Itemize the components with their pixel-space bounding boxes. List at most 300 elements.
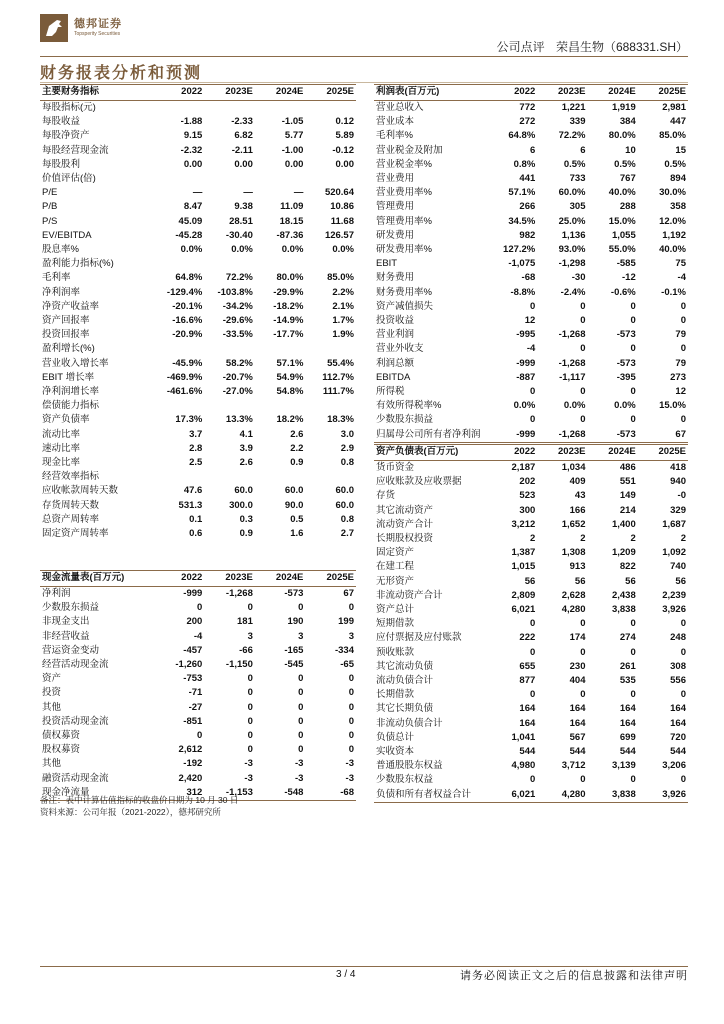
row-label: 货币资金: [376, 462, 415, 473]
cell-value: 0: [348, 715, 354, 727]
cell-value: -16.6%: [172, 315, 203, 327]
cell-value: -0.1%: [661, 286, 686, 298]
cell-value: 1,015: [511, 561, 536, 573]
row-label: 经营活动现金流: [42, 659, 109, 671]
cell-value: 0.5: [290, 513, 304, 525]
cell-value: 1.6: [290, 528, 304, 540]
table-row: [374, 300, 688, 314]
row-label: 其它流动资产: [376, 504, 434, 516]
cell-value: 4,280: [561, 604, 586, 616]
cell-value: 0: [247, 701, 253, 713]
table-row: [374, 215, 688, 229]
column-header: 2023E: [537, 445, 587, 461]
cell-value: 0: [630, 646, 636, 658]
table-row: [40, 644, 356, 658]
cell-value: 2: [580, 533, 586, 545]
cell-value: —: [243, 187, 253, 199]
cell-value: 0: [247, 744, 253, 756]
cell-value: 0: [630, 414, 636, 426]
cell-value: -12: [622, 272, 636, 284]
table-title: 主要财务指标: [40, 85, 154, 101]
cell-value: 1,919: [611, 102, 636, 113]
cell-value: -1,268: [558, 357, 586, 369]
row-label: 价值评估(倍): [42, 173, 96, 185]
table-title: 现金流量表(百万元): [40, 571, 154, 587]
cell-value: 982: [519, 229, 536, 241]
row-label: 预收账款: [376, 646, 415, 658]
row-label: 应收帐款周转天数: [42, 485, 119, 497]
cell-value: 60.0: [284, 485, 304, 497]
cell-value: 2.6: [290, 428, 304, 440]
cell-value: -14.9%: [273, 315, 304, 327]
row-label: 每股收益: [42, 116, 81, 128]
cell-value: [255, 342, 306, 356]
cell-value: 0: [348, 673, 354, 685]
cell-value: -1.05: [281, 116, 304, 128]
row-label: 营业税金及附加: [376, 144, 443, 156]
column-header: 2023E: [204, 85, 255, 101]
cell-value: 1,387: [511, 547, 536, 559]
cell-value: -585: [616, 258, 636, 270]
row-label: 应收账款及应收票据: [376, 476, 462, 488]
row-label: 毛利率%: [376, 130, 413, 142]
table-row: [374, 788, 688, 803]
row-label: 有效所得税率%: [376, 400, 442, 412]
row-label: 管理费用率%: [376, 215, 432, 227]
table-row: [374, 101, 688, 116]
cell-value: [305, 555, 356, 570]
cell-value: 112.7%: [322, 371, 354, 383]
section-title: 财务报表分析和预测: [40, 65, 203, 82]
cell-value: 1,308: [561, 547, 586, 559]
cell-value: 1.7%: [332, 315, 354, 327]
cell-value: 551: [619, 476, 636, 488]
row-label: 少数股东损益: [376, 414, 434, 426]
row-label: 财务费用率%: [376, 286, 432, 298]
cell-value: 199: [338, 616, 354, 628]
cell-value: 79: [675, 329, 686, 341]
cell-value: [255, 399, 306, 413]
page-header: [40, 14, 688, 58]
table-row: [374, 144, 688, 158]
cell-value: 2,438: [611, 589, 636, 601]
cell-value: [204, 555, 255, 570]
cell-value: 0.9: [290, 457, 304, 469]
cell-value: 54.9%: [276, 371, 304, 383]
cell-value: 0.9: [239, 528, 253, 540]
cell-value: 274: [619, 632, 636, 644]
cell-value: 2.2: [290, 442, 304, 454]
cell-value: 0: [580, 315, 586, 327]
cell-value: -20.7%: [222, 371, 253, 383]
cell-value: 3,926: [638, 788, 688, 803]
cell-value: 72.2%: [225, 272, 253, 284]
column-header: 2024E: [255, 85, 306, 101]
cash-flow-table: [40, 570, 356, 801]
cell-value: 1,136: [561, 229, 586, 241]
cell-value: 57.1%: [508, 187, 536, 199]
cell-value: 523: [519, 490, 536, 502]
row-label: [40, 555, 154, 570]
row-label: 存货周转天数: [42, 499, 100, 511]
table-row: [40, 300, 356, 314]
column-header: 2022: [154, 85, 205, 101]
cell-value: 0.0%: [180, 244, 203, 256]
table-row: [374, 229, 688, 243]
table-row: [374, 646, 688, 660]
table-row: [374, 115, 688, 129]
cell-value: -0.12: [332, 144, 354, 156]
table-row: [40, 615, 356, 629]
cell-value: 4,280: [537, 788, 587, 803]
table-row: [40, 470, 356, 484]
cell-value: -87.36: [276, 229, 304, 241]
cell-value: -71: [188, 687, 203, 699]
logo: [40, 14, 122, 42]
row-label: 无形资产: [376, 575, 415, 587]
cell-value: [204, 172, 255, 186]
cell-value: 2.2%: [332, 286, 354, 298]
cell-value: 75: [675, 258, 686, 270]
cell-value: 1,034: [561, 462, 586, 473]
cell-value: -2.4%: [560, 286, 586, 298]
table-row: [40, 672, 356, 686]
cell-value: -3: [244, 758, 253, 770]
cell-value: [204, 101, 255, 116]
table-row: [374, 399, 688, 413]
row-label: 总资产周转率: [42, 513, 100, 525]
header-divider: [40, 56, 688, 57]
cell-value: 164: [569, 717, 586, 729]
cell-value: 0.5%: [614, 158, 636, 170]
table-row: [374, 257, 688, 271]
cell-value: 2,420: [178, 772, 203, 784]
row-label: 营业费用: [376, 173, 415, 185]
row-label: 净利润增长率: [42, 386, 100, 398]
cell-value: [204, 399, 255, 413]
cell-value: 56: [625, 575, 636, 587]
cell-value: 25.0%: [558, 215, 586, 227]
cell-value: 90.0: [284, 499, 304, 511]
cell-value: 0: [348, 602, 354, 614]
cell-value: -68: [305, 786, 356, 801]
row-label: 负债和所有者权益合计: [374, 788, 487, 803]
title-divider: [40, 82, 688, 83]
table-row: [374, 575, 688, 589]
cell-value: 0.8%: [513, 158, 536, 170]
table-row: [374, 129, 688, 143]
row-label: 净利润率: [42, 286, 81, 298]
table-row: [374, 504, 688, 518]
column-header: 2025E: [638, 85, 688, 101]
cell-value: 60.0%: [558, 187, 586, 199]
row-label: 净利润: [42, 588, 71, 599]
cell-value: 164: [569, 703, 586, 715]
cell-value: 0: [197, 602, 203, 614]
cell-value: 85.0%: [659, 130, 686, 142]
cell-value: 1.9%: [332, 329, 354, 341]
cell-value: -30: [571, 272, 586, 284]
cell-value: [204, 257, 255, 271]
cell-value: -3: [244, 772, 253, 784]
cell-value: 699: [619, 731, 636, 743]
row-label: 普通股股东权益: [376, 760, 443, 772]
table-row: [374, 461, 688, 476]
cell-value: 55.0%: [608, 244, 636, 256]
table-row: [40, 158, 356, 172]
table-row: [374, 759, 688, 773]
cell-value: 0: [348, 730, 354, 742]
cell-value: 441: [519, 173, 536, 185]
row-label: 非现金支出: [42, 616, 90, 628]
cell-value: 2: [680, 533, 686, 545]
table-row: [40, 172, 356, 186]
cell-value: 2,628: [561, 589, 586, 601]
cell-value: 60.0: [335, 499, 354, 511]
cell-value: [305, 172, 356, 186]
cell-value: -3: [294, 772, 304, 784]
table-row: [374, 773, 688, 787]
table-row: [40, 484, 356, 498]
cell-value: 45.09: [178, 215, 203, 227]
table-row: [374, 475, 688, 489]
row-label: 每股经营现金流: [42, 144, 109, 156]
cell-value: 0.0%: [563, 400, 586, 412]
cell-value: -573: [616, 329, 636, 341]
cell-value: 126.57: [324, 229, 354, 241]
note-valuation-date: 备注：表中计算估值指标的收盘价日期为 10 月 30 日: [40, 795, 239, 805]
cell-value: [154, 257, 205, 271]
cell-value: 0: [298, 701, 304, 713]
cell-value: -1.00: [281, 144, 304, 156]
cell-value: -3: [294, 758, 304, 770]
cell-value: 0: [247, 730, 253, 742]
table-title: 利润表(百万元): [374, 85, 487, 101]
table-row: [40, 757, 356, 771]
cell-value: 3,212: [511, 518, 536, 530]
cell-value: -1,153: [204, 786, 255, 801]
cell-value: [255, 470, 306, 484]
cell-value: 181: [237, 616, 253, 628]
cell-value: -548: [255, 786, 306, 801]
cell-value: 0.0%: [513, 400, 536, 412]
table-row: [374, 172, 688, 186]
cell-value: 0.6: [189, 528, 203, 540]
row-label: 非流动负债合计: [376, 717, 443, 729]
cell-value: 9.38: [234, 201, 253, 213]
cell-value: 80.0%: [276, 272, 304, 284]
cell-value: [154, 555, 205, 570]
cell-value: [204, 342, 255, 356]
cell-value: 85.0%: [327, 272, 354, 284]
row-label: 营业费用率%: [376, 187, 432, 199]
cell-value: 0.5%: [664, 158, 686, 170]
row-label: 归属母公司所有者净利润: [374, 428, 487, 443]
table-row: [40, 257, 356, 271]
cell-value: 0: [529, 689, 536, 701]
cell-value: 60.0: [234, 485, 253, 497]
table-row: [374, 357, 688, 371]
logo-english-name: Topsperity Securities: [74, 31, 121, 37]
cell-value: 520.64: [324, 187, 354, 199]
cell-value: 11.09: [280, 201, 304, 213]
table-row: [40, 385, 356, 399]
cell-value: -192: [183, 758, 203, 770]
row-label: 营业利润: [376, 329, 415, 341]
cell-value: 80.0%: [608, 130, 636, 142]
row-label: 所得税: [376, 386, 405, 398]
cell-value: 3.0: [340, 428, 354, 440]
cell-value: 8.47: [183, 201, 203, 213]
row-label: 流动比率: [42, 428, 81, 440]
table-row: [374, 546, 688, 560]
cell-value: 0: [247, 687, 253, 699]
column-header: 2022: [487, 85, 537, 101]
table-header-row: [40, 571, 356, 587]
row-label: 研发费用: [376, 229, 415, 241]
cell-value: 0.12: [335, 116, 354, 128]
cell-value: 0: [580, 343, 586, 355]
cell-value: [305, 342, 356, 356]
cell-value: 54.8%: [276, 386, 304, 398]
table-row: [40, 144, 356, 158]
row-label: 投资: [42, 687, 62, 699]
cell-value: 272: [519, 116, 536, 128]
cell-value: 3: [247, 630, 253, 642]
cell-value: -45.9%: [172, 357, 203, 369]
row-label: 实收资本: [376, 746, 415, 758]
table-row: [374, 660, 688, 674]
cell-value: -4: [526, 343, 536, 355]
cell-value: 0: [197, 730, 203, 742]
cell-value: -1,298: [558, 258, 586, 270]
cell-value: 535: [619, 675, 636, 687]
cell-value: 308: [670, 660, 686, 672]
row-label: 盈利增长(%): [42, 343, 95, 355]
cell-value: 2,981: [662, 102, 686, 113]
row-label: 长期股权投资: [376, 533, 434, 545]
table-row: [374, 603, 688, 617]
row-label: P/E: [42, 187, 58, 199]
table-row: [40, 243, 356, 257]
column-header: 2025E: [638, 445, 688, 461]
table-row: [40, 371, 356, 385]
cell-value: [204, 541, 255, 555]
cell-value: 28.51: [229, 215, 253, 227]
cell-value: 164: [670, 717, 686, 729]
cell-value: -20.9%: [172, 329, 203, 341]
cell-value: 1,687: [662, 518, 686, 530]
cell-value: [154, 172, 205, 186]
cell-value: 55.4%: [327, 357, 354, 369]
cell-value: 0: [580, 689, 586, 701]
income-statement-table: [374, 84, 688, 443]
row-label: 盈利能力指标(%): [42, 258, 114, 270]
cell-value: 164: [619, 703, 636, 715]
cell-value: -30.40: [225, 229, 253, 241]
cell-value: 0.0%: [332, 244, 354, 256]
table-header-row: [40, 85, 356, 101]
cell-value: -66: [239, 644, 253, 656]
row-label: 资产回报率: [42, 315, 90, 327]
row-label: 每股股利: [42, 158, 81, 170]
cell-value: -1,150: [225, 659, 253, 671]
cell-value: 202: [519, 476, 536, 488]
cell-value: 0: [298, 730, 304, 742]
balance-sheet-table: [374, 444, 688, 803]
logo-chinese-name: 德邦证券: [74, 18, 122, 30]
cell-value: 6: [580, 144, 586, 156]
cell-value: 0: [580, 414, 586, 426]
row-label: 现金比率: [42, 457, 81, 469]
cell-value: [255, 257, 306, 271]
cell-value: 1,221: [561, 102, 586, 113]
cell-value: 0.00: [284, 158, 304, 170]
table-row: [40, 229, 356, 243]
table-row: [40, 271, 356, 285]
page-number: 3 / 4: [336, 969, 356, 980]
table-row: [40, 630, 356, 644]
row-label: 资产: [42, 673, 62, 685]
table-row: [374, 617, 688, 631]
cell-value: 11.68: [330, 215, 354, 227]
table-row: [40, 215, 356, 229]
cell-value: 164: [619, 717, 636, 729]
cell-value: 0: [680, 315, 686, 327]
cell-value: 5.77: [284, 130, 304, 142]
row-label: 股权募资: [42, 744, 81, 756]
row-label: 短期借款: [376, 618, 415, 630]
table-row: [40, 413, 356, 427]
cell-value: 0.0%: [614, 400, 636, 412]
cell-value: -999: [487, 428, 537, 443]
row-label: 流动资产合计: [376, 518, 434, 530]
cell-value: 230: [569, 660, 586, 672]
cell-value: 200: [186, 616, 203, 628]
cell-value: 166: [569, 504, 586, 516]
column-header: 2022: [487, 445, 537, 461]
cell-value: -27.0%: [222, 386, 253, 398]
horse-logo-icon: [40, 14, 68, 42]
row-label: 财务费用: [376, 272, 415, 284]
cell-value: 2.1%: [332, 300, 354, 312]
cell-value: -573: [588, 428, 638, 443]
row-label: 资产总计: [376, 604, 415, 616]
cell-value: -27: [188, 701, 203, 713]
cell-value: 0: [298, 673, 304, 685]
table-row: [374, 371, 688, 385]
table-row: [374, 702, 688, 716]
cell-value: 261: [619, 660, 636, 672]
column-header: 2024E: [588, 445, 638, 461]
row-label: 营运资金变动: [42, 644, 100, 656]
row-label: EBIT 增长率: [42, 371, 95, 383]
cell-value: 93.0%: [558, 244, 586, 256]
row-label: 固定资产周转率: [42, 528, 109, 540]
cell-value: -0: [677, 490, 686, 502]
cell-value: 384: [619, 116, 636, 128]
cell-value: 43: [574, 490, 586, 502]
row-label: 营业总收入: [376, 102, 424, 113]
cell-value: 0.0%: [281, 244, 304, 256]
company-name: 荣昌生物（688331.SH）: [555, 40, 688, 54]
table-row: [374, 243, 688, 257]
row-label: 非流动资产合计: [376, 589, 443, 601]
cell-value: 312: [154, 786, 205, 801]
cell-value: [255, 541, 306, 555]
cell-value: 34.5%: [508, 215, 536, 227]
row-label: 投资收益: [376, 315, 415, 327]
